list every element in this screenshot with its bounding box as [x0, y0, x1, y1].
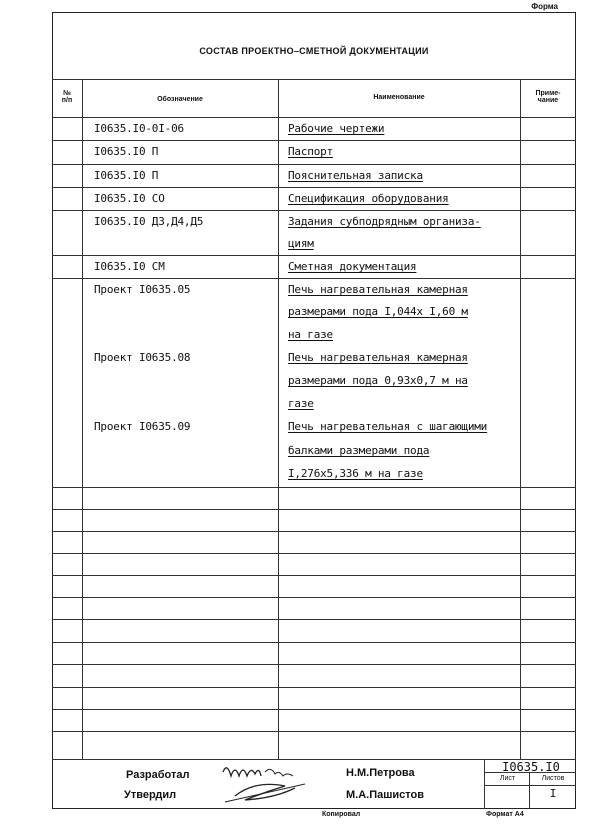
row-designation: Проект I0635.08	[94, 351, 191, 364]
copied-label: Копировал	[322, 811, 361, 818]
signature-mark	[215, 758, 335, 808]
sheet-label: Лист	[499, 775, 516, 782]
table-top-border	[52, 79, 576, 80]
title-block-divider	[484, 759, 485, 809]
table-row	[52, 165, 576, 187]
row-divider	[52, 731, 576, 732]
table-row	[52, 370, 576, 392]
table-row	[52, 440, 576, 462]
table-row	[52, 324, 576, 346]
row-divider	[52, 642, 576, 643]
document-title: СОСТАВ ПРОЕКТНО–СМЕТНОЙ ДОКУМЕНТАЦИИ	[199, 46, 429, 56]
row-divider	[52, 210, 576, 211]
table-row	[52, 416, 576, 438]
header-designation: Обозначение	[157, 96, 203, 103]
table-row	[52, 256, 576, 278]
row-designation: Проект I0635.05	[94, 283, 191, 296]
approved-name: М.А.Пашистов	[346, 789, 425, 801]
sheets-label: Листов	[541, 775, 565, 782]
header-note-line2: чание	[537, 97, 559, 104]
header-num	[52, 90, 82, 104]
row-designation: I0635.I0 П	[94, 169, 159, 182]
table-row	[52, 188, 576, 210]
row-divider	[52, 553, 576, 554]
table-row	[52, 211, 576, 233]
row-name: на газе	[288, 328, 333, 341]
row-divider	[52, 278, 576, 279]
table-row	[52, 118, 576, 140]
row-designation: I0635.I0-0I-06	[94, 122, 184, 135]
row-name: циям	[288, 237, 314, 250]
developed-name: Н.М.Петрова	[346, 767, 415, 779]
row-name: Пояснительная записка	[288, 169, 423, 182]
row-name: Печь нагревательная камерная	[288, 351, 468, 364]
row-designation: I0635.I0 Д3,Д4,Д5	[94, 215, 204, 228]
row-divider	[52, 531, 576, 532]
row-divider	[52, 575, 576, 576]
developed-label: Разработал	[126, 769, 190, 781]
approved-label: Утвердил	[124, 789, 177, 801]
row-name: Рабочие чертежи	[288, 122, 385, 135]
row-designation: I0635.I0 СМ	[94, 260, 165, 273]
header-note-line1: Приме-	[535, 90, 561, 97]
header-name: Наименование	[373, 94, 425, 101]
table-row	[52, 393, 576, 415]
row-divider	[52, 187, 576, 188]
table-row	[52, 347, 576, 369]
header-num-line2: п/п	[61, 97, 73, 104]
row-designation: Проект I0635.09	[94, 420, 191, 433]
row-name: Печь нагревательная камерная	[288, 283, 468, 296]
form-label: Форма	[531, 2, 558, 11]
row-designation: I0635.I0 П	[94, 145, 159, 158]
row-divider	[52, 255, 576, 256]
sheets-value: I	[549, 787, 557, 800]
row-divider	[52, 164, 576, 165]
row-divider	[52, 140, 576, 141]
row-divider	[52, 487, 576, 488]
row-name: балками размерами пода	[288, 444, 430, 457]
row-name: газе	[288, 397, 314, 410]
table-row	[52, 233, 576, 255]
header-num-line1: №	[63, 90, 71, 97]
row-name: Спецификация оборудования	[288, 192, 449, 205]
row-name: I,276х5,336 м на газе	[288, 467, 423, 480]
row-divider	[52, 619, 576, 620]
row-name: Сметная документация	[288, 260, 417, 273]
title-block-sheet-line	[484, 785, 576, 786]
table-row	[52, 463, 576, 485]
doc-code: I0635.I0	[502, 760, 560, 774]
row-divider	[52, 687, 576, 688]
header-note	[520, 90, 576, 104]
row-name: Печь нагревательная с шагающими	[288, 420, 488, 433]
table-row	[52, 141, 576, 163]
table-row	[52, 279, 576, 301]
row-name: размерами пода I,044х I,60 м	[288, 305, 468, 318]
row-divider	[52, 664, 576, 665]
row-divider	[52, 597, 576, 598]
table-row	[52, 301, 576, 323]
row-designation: I0635.I0 СО	[94, 192, 165, 205]
row-divider	[52, 709, 576, 710]
row-divider	[52, 509, 576, 510]
row-name: размерами пода 0,93х0,7 м на	[288, 374, 468, 387]
format-label: Формат А4	[486, 811, 524, 818]
row-name: Паспорт	[288, 145, 333, 158]
row-name: Задания субподрядным организа-	[288, 215, 481, 228]
